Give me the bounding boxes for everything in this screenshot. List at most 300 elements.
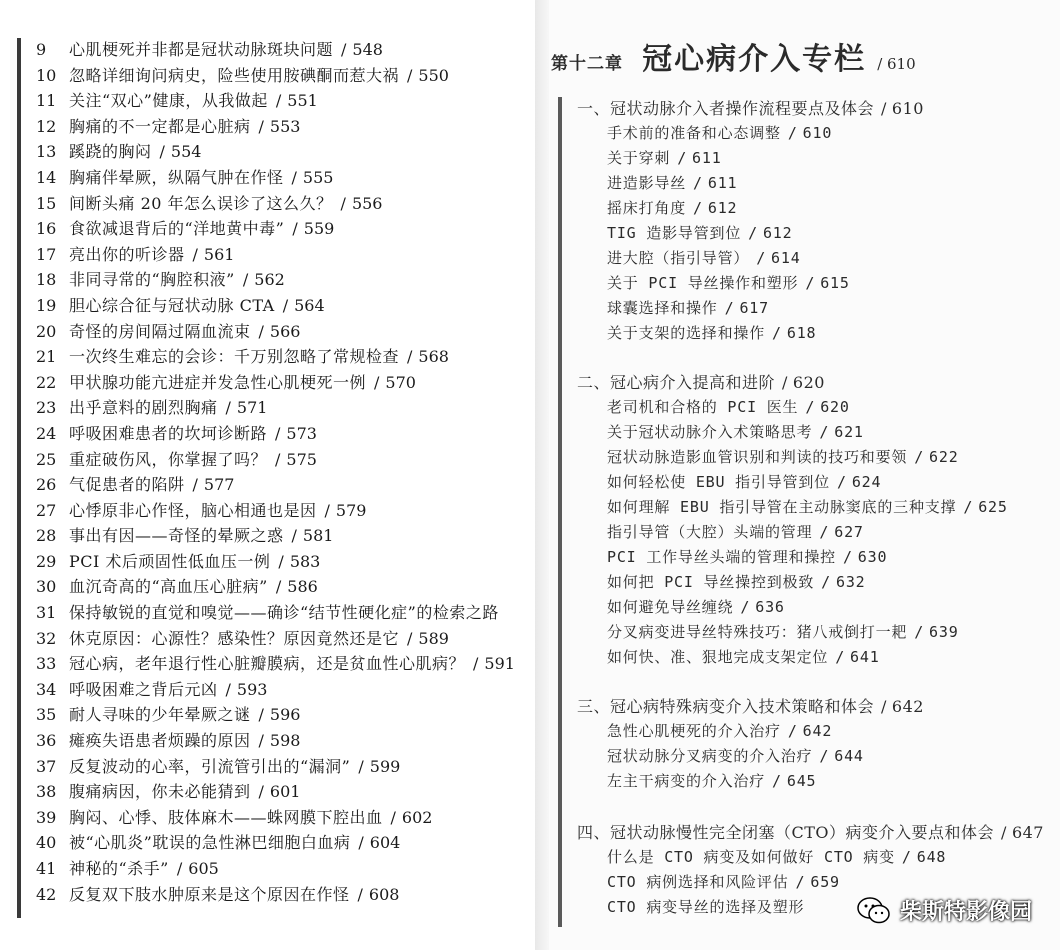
subentry-title: 摇床打角度 — [607, 199, 687, 217]
toc-subentry — [607, 146, 924, 171]
subentry-title: CTO 病变导丝的选择及塑形 — [607, 898, 805, 916]
subentry-title: PCI 工作导丝头端的管理和操控 — [607, 548, 836, 566]
toc-entry — [36, 216, 536, 242]
subentry-page: 624 — [851, 473, 882, 491]
toc-subentry — [607, 744, 924, 769]
entry-title: 呼吸困难患者的坎坷诊断路 — [69, 423, 268, 443]
subentry-title: 如何避免导丝缠绕 — [607, 598, 734, 616]
entry-separator: / — [225, 398, 231, 418]
entry-page: 561 — [203, 244, 235, 264]
subentry-page: 614 — [771, 249, 801, 267]
toc-entry — [36, 728, 536, 754]
entry-title: 神秘的“杀手” — [69, 859, 169, 878]
subentry-page: 630 — [857, 548, 888, 566]
section-title: 一、冠状动脉介入者操作流程要点及体会 — [577, 99, 875, 118]
entry-number: 38 — [36, 782, 57, 802]
entry-separator: / — [358, 833, 364, 853]
toc-entry — [36, 523, 536, 549]
toc-entry — [36, 165, 536, 191]
section-separator: / — [881, 697, 887, 716]
entry-title: 反复双下肢水肿原来是这个原因在作怪 — [69, 884, 350, 904]
entry-page: 589 — [418, 628, 449, 648]
toc-entry — [36, 677, 536, 703]
subentry-title: 进大腔（指引导管） — [607, 249, 750, 267]
entry-separator: / — [258, 321, 264, 341]
entry-separator: / — [258, 116, 264, 136]
entry-separator: / — [278, 551, 284, 571]
entry-page: 550 — [418, 65, 449, 85]
toc-subentry — [607, 395, 1008, 420]
entry-page: 566 — [269, 321, 301, 341]
entry-separator: / — [291, 526, 297, 546]
subentry-title: 关于 PCI 导丝操作和塑形 — [607, 274, 799, 292]
chapter-label: 第十二章 — [551, 54, 623, 74]
entry-title: 被“心肌炎”耽误的急性淋巴细胞白血病 — [69, 833, 351, 853]
entry-number: 24 — [36, 423, 57, 443]
entry-number: 21 — [36, 347, 57, 367]
section-heading — [577, 820, 1044, 845]
entry-number: 31 — [36, 603, 57, 623]
section-items — [607, 719, 924, 794]
subentry-title: 球囊选择和操作 — [607, 299, 718, 317]
entry-number: 29 — [36, 551, 57, 571]
entry-separator: / — [275, 449, 281, 469]
toc-subentry — [607, 246, 924, 271]
entry-separator: / — [407, 347, 413, 367]
entry-title: 食欲减退背后的“洋地黄中毒” — [69, 219, 285, 239]
entry-page: 562 — [254, 270, 285, 290]
subentry-title: CTO 病例选择和风险评估 — [607, 873, 789, 891]
entry-separator: / — [258, 705, 264, 725]
subentry-separator: / — [835, 648, 846, 666]
toc-entry — [36, 702, 536, 728]
toc-subentry — [607, 271, 924, 296]
subentry-page: 648 — [916, 848, 947, 866]
entry-number: 22 — [36, 372, 57, 392]
subentry-page: 622 — [929, 448, 959, 466]
entry-separator: / — [292, 219, 298, 239]
toc-entry — [36, 498, 536, 524]
chapter-title: 冠心病介入专栏 — [642, 42, 867, 77]
entry-page: 551 — [287, 91, 318, 111]
toc-subentry — [607, 420, 1008, 445]
subentry-page: 612 — [762, 224, 793, 242]
subentry-page: 632 — [836, 573, 866, 591]
entry-page: 573 — [286, 423, 317, 443]
section-title: 四、冠状动脉慢性完全闭塞（CTO）病变介入要点和体会 — [577, 823, 995, 842]
entry-separator: / — [324, 500, 330, 520]
section-page: 647 — [1011, 823, 1044, 842]
subentry-separator: / — [821, 573, 831, 591]
chapter-page: / 610 — [877, 55, 916, 73]
entry-title: 甲状腺功能亢进症并发急性心肌梗死一例 — [69, 372, 367, 392]
entry-number: 28 — [36, 526, 57, 546]
section-page: 642 — [891, 697, 924, 716]
subentry-separator: / — [819, 423, 830, 441]
entry-title: 蹊跷的胸闷 — [69, 142, 152, 162]
entry-separator: / — [473, 654, 479, 674]
entry-separator: / — [357, 884, 363, 904]
toc-entry — [36, 549, 536, 575]
subentry-page: 636 — [755, 598, 785, 616]
toc-subentry — [607, 645, 1008, 670]
entry-title: 耐人寻味的少年晕厥之谜 — [69, 705, 251, 725]
section-separator: / — [782, 373, 788, 392]
entry-title: 胸痛伴晕厥，纵隔气肿在作怪 — [69, 167, 284, 187]
entry-page: 571 — [236, 398, 268, 418]
entry-number: 27 — [36, 500, 57, 520]
entry-page: 586 — [287, 577, 318, 597]
toc-subentry — [607, 545, 1008, 570]
subentry-page: 625 — [978, 498, 1008, 516]
section-heading — [577, 96, 924, 121]
subentry-title: 如何快、准、狠地完成支架定位 — [607, 648, 829, 666]
entry-number: 20 — [36, 321, 57, 341]
subentry-title: 急性心肌梗死的介入治疗 — [607, 722, 781, 740]
subentry-separator: / — [842, 548, 853, 566]
subentry-separator: / — [819, 747, 830, 765]
book-gutter — [535, 0, 549, 950]
section-items — [607, 395, 1008, 670]
subentry-separator: / — [805, 398, 816, 416]
toc-subentry — [607, 495, 1008, 520]
subentry-page: 612 — [707, 199, 738, 217]
entry-number: 17 — [36, 244, 57, 264]
watermark — [856, 895, 1032, 926]
entry-title: 冠心病，老年退行性心脏瓣膜病，还是贫血性心肌病？ — [69, 654, 466, 674]
toc-subentry — [607, 520, 1008, 545]
subentry-separator: / — [677, 149, 688, 167]
entry-page: 577 — [203, 475, 235, 495]
entry-separator: / — [225, 679, 231, 699]
entry-title: 腹痛病因，你未必能猜到 — [69, 782, 251, 802]
toc-entry — [36, 626, 536, 652]
entry-page: 553 — [269, 116, 301, 136]
subentry-title: 关于穿刺 — [607, 149, 671, 167]
toc-subentry — [607, 845, 1044, 870]
subentry-title: 如何理解 EBU 指引导管在主动脉窦底的三种支撑 — [607, 498, 957, 516]
toc-subentry — [607, 296, 924, 321]
entry-page: 570 — [385, 372, 416, 392]
subentry-title: 左主干病变的介入治疗 — [607, 772, 766, 790]
entry-page: 555 — [302, 167, 334, 187]
toc-entry — [36, 139, 536, 165]
section-heading — [577, 694, 924, 719]
entry-title: 间断头痛 20 年怎么误诊了这么久？ — [69, 193, 333, 213]
toc-entry — [36, 830, 536, 856]
subentry-title: 如何轻松使 EBU 指引导管到位 — [607, 473, 830, 491]
entry-title: 重症破伤风，你掌握了吗？ — [69, 449, 268, 469]
subentry-separator: / — [756, 249, 767, 267]
subentry-page: 642 — [802, 722, 833, 740]
subentry-title: 分叉病变进导丝特殊技巧：猪八戒倒打一耙 — [607, 623, 908, 641]
entry-number: 35 — [36, 705, 57, 725]
toc-subentry — [607, 620, 1008, 645]
toc-entry — [36, 574, 536, 600]
entry-number: 12 — [36, 116, 57, 136]
entry-title: 心悸原非心作怪，脑心相通也是因 — [69, 500, 317, 520]
wechat-icon — [856, 896, 892, 926]
entry-number: 36 — [36, 731, 57, 751]
chapter-heading — [551, 34, 916, 78]
subentry-separator: / — [805, 274, 816, 292]
subentry-separator: / — [819, 523, 830, 541]
entry-separator: / — [340, 193, 346, 213]
entry-title: 一次终生难忘的会诊：千万别忽略了常规检查 — [69, 347, 400, 367]
toc-section — [577, 96, 924, 346]
entry-title: 反复波动的心率，引流管引出的“漏洞” — [69, 756, 351, 776]
entry-separator: / — [291, 167, 297, 187]
entry-page: 599 — [369, 756, 401, 776]
entry-title: 保持敏锐的直觉和嗅觉——确诊“结节性硬化症”的检索之路 — [69, 603, 499, 623]
entry-separator: / — [374, 372, 380, 392]
entry-separator: / — [192, 475, 198, 495]
entry-title: 出乎意料的剧烈胸痛 — [69, 398, 218, 418]
right-margin-rule — [558, 97, 562, 927]
toc-entry — [36, 37, 536, 63]
entry-page: 608 — [368, 884, 400, 904]
right-page — [549, 0, 1060, 950]
entry-number: 15 — [36, 193, 57, 213]
section-page: 610 — [891, 99, 924, 118]
section-page: 620 — [792, 373, 825, 392]
entry-page: 554 — [170, 142, 202, 162]
toc-entry — [36, 344, 536, 370]
subentry-separator: / — [795, 873, 806, 891]
entry-number: 41 — [36, 859, 57, 878]
entry-number: 19 — [36, 295, 57, 315]
toc-section — [577, 694, 924, 794]
subentry-title: 进造影导丝 — [607, 174, 687, 192]
entry-number: 33 — [36, 654, 57, 674]
toc-entry — [36, 754, 536, 780]
entry-title: 事出有因——奇怪的晕厥之惑 — [69, 526, 284, 546]
subentry-page: 659 — [810, 873, 840, 891]
entry-title: 忽略详细询问病史，险些使用胺碘酮而惹大祸 — [69, 65, 400, 85]
toc-subentry — [607, 171, 924, 196]
toc-entry — [36, 421, 536, 447]
entry-separator: / — [407, 628, 413, 648]
toc-entry — [36, 267, 536, 293]
subentry-page: 611 — [707, 174, 738, 192]
toc-entry — [36, 395, 536, 421]
subentry-page: 617 — [739, 299, 769, 317]
entry-page: 604 — [369, 833, 401, 853]
entry-separator: / — [192, 244, 198, 264]
toc-entry — [36, 805, 536, 831]
entry-page: 568 — [418, 347, 449, 367]
entry-separator: / — [275, 91, 282, 111]
subentry-page: 611 — [692, 149, 722, 167]
entry-number: 18 — [36, 270, 57, 290]
subentry-page: 615 — [820, 274, 850, 292]
entry-number: 32 — [36, 628, 57, 648]
subentry-separator: / — [787, 722, 798, 740]
entry-number: 25 — [36, 449, 57, 469]
entry-page: 575 — [286, 449, 317, 469]
entry-page: 591 — [484, 654, 515, 674]
toc-entry — [36, 88, 536, 114]
entry-number: 9 — [36, 40, 47, 59]
subentry-separator: / — [787, 124, 798, 142]
entry-page: 559 — [303, 219, 335, 239]
entry-number: 23 — [36, 398, 57, 418]
entry-title: 气促患者的陷阱 — [69, 475, 185, 495]
entry-separator: / — [282, 295, 289, 315]
subentry-separator: / — [748, 224, 758, 242]
entry-separator: / — [258, 731, 264, 751]
subentry-page: 645 — [786, 772, 817, 790]
entry-page: 593 — [236, 679, 268, 699]
entry-page: 579 — [335, 500, 367, 520]
toc-subentry — [607, 570, 1008, 595]
subentry-page: 644 — [834, 747, 864, 765]
subentry-separator: / — [836, 473, 847, 491]
entry-title: 非同寻常的“胸腔积液” — [69, 270, 235, 290]
subentry-page: 641 — [850, 648, 880, 666]
toc-subentry — [607, 769, 924, 794]
entry-number: 11 — [36, 91, 57, 111]
section-separator: / — [881, 99, 887, 118]
entry-page: 556 — [351, 193, 383, 213]
left-margin-rule — [17, 38, 21, 918]
entry-separator: / — [159, 142, 165, 162]
toc-entry — [36, 600, 536, 626]
entry-number: 10 — [36, 65, 57, 85]
toc-entry — [36, 370, 536, 396]
toc-entry — [36, 882, 536, 908]
section-separator: / — [1001, 823, 1007, 842]
toc-subentry — [607, 870, 1044, 895]
entry-number: 34 — [36, 679, 57, 699]
entry-number: 37 — [36, 756, 57, 776]
subentry-title: 冠状动脉分叉病变的介入治疗 — [607, 747, 813, 765]
entry-page: 564 — [294, 295, 325, 315]
subentry-title: 关于支架的选择和操作 — [607, 324, 766, 342]
subentry-title: TIG 造影导管到位 — [607, 224, 742, 242]
toc-entry — [36, 447, 536, 473]
section-items — [607, 121, 924, 346]
entry-title: 奇怪的房间隔过隔血流束 — [69, 321, 251, 341]
subentry-separator: / — [772, 772, 782, 790]
entry-page: 583 — [289, 551, 321, 571]
subentry-title: 如何把 PCI 导丝操控到极致 — [607, 573, 815, 591]
toc-subentry — [607, 196, 924, 221]
subentry-separator: / — [772, 324, 782, 342]
toc-section — [577, 370, 1008, 670]
entry-title: 心肌梗死并非都是冠状动脉斑块问题 — [69, 40, 334, 59]
toc-entry — [36, 293, 536, 319]
entry-separator: / — [275, 423, 281, 443]
subentry-title: 关于冠状动脉介入术策略思考 — [607, 423, 813, 441]
entry-number: 39 — [36, 807, 57, 827]
entry-title: PCI 术后顽固性低血压一例 — [69, 551, 271, 571]
entry-separator: / — [358, 756, 364, 776]
entry-page: 601 — [269, 782, 301, 802]
subentry-separator: / — [914, 448, 925, 466]
toc-list-left — [36, 37, 536, 907]
subentry-separator: / — [740, 598, 751, 616]
entry-separator: / — [407, 65, 413, 85]
subentry-separator: / — [901, 848, 912, 866]
subentry-separator: / — [693, 174, 703, 192]
entry-separator: / — [341, 40, 347, 59]
entry-page: 605 — [188, 859, 219, 878]
entry-title: 亮出你的听诊器 — [69, 244, 185, 264]
toc-subentry — [607, 445, 1008, 470]
entry-separator: / — [390, 807, 396, 827]
subentry-page: 610 — [802, 124, 833, 142]
toc-entry — [36, 242, 536, 268]
subentry-separator: / — [693, 199, 703, 217]
entry-number: 42 — [36, 884, 57, 904]
entry-number: 26 — [36, 475, 57, 495]
entry-title: 呼吸困难之背后元凶 — [69, 679, 218, 699]
section-title: 三、冠心病特殊病变介入技术策略和体会 — [577, 697, 875, 716]
subentry-page: 621 — [834, 423, 864, 441]
entry-title: 血沉奇高的“高血压心脏病” — [69, 577, 268, 597]
subentry-separator: / — [914, 623, 925, 641]
entry-number: 14 — [36, 167, 57, 187]
entry-number: 13 — [36, 142, 57, 162]
toc-entry — [36, 856, 536, 882]
subentry-separator: / — [963, 498, 974, 516]
entry-number: 40 — [36, 833, 57, 853]
subentry-page: 627 — [834, 523, 864, 541]
entry-title: 休克原因：心源性？感染性？原因竟然还是它 — [69, 628, 400, 648]
toc-entry — [36, 63, 536, 89]
subentry-title: 老司机和合格的 PCI 医生 — [607, 398, 799, 416]
toc-subentry — [607, 321, 924, 346]
toc-subentry — [607, 595, 1008, 620]
toc-entry — [36, 651, 536, 677]
subentry-page: 639 — [929, 623, 959, 641]
entry-separator: / — [275, 577, 282, 597]
subentry-separator: / — [724, 299, 735, 317]
entry-page: 596 — [269, 705, 301, 725]
toc-subentry — [607, 719, 924, 744]
toc-subentry — [607, 221, 924, 246]
entry-title: 胸痛的不一定都是心脏病 — [69, 116, 251, 136]
entry-page: 602 — [401, 807, 433, 827]
watermark-text: 柴斯特影像园 — [899, 900, 1032, 925]
entry-number: 30 — [36, 577, 57, 597]
entry-title: 关注“双心”健康，从我做起 — [69, 91, 268, 111]
toc-entry — [36, 779, 536, 805]
section-title: 二、冠心病介入提高和进阶 — [577, 373, 776, 392]
entry-page: 548 — [352, 40, 383, 59]
entry-number: 16 — [36, 219, 57, 239]
entry-title: 瘫痪失语患者烦躁的原因 — [69, 731, 251, 751]
toc-entry — [36, 114, 536, 140]
entry-title: 胆心综合征与冠状动脉 CTA — [69, 295, 275, 315]
toc-subentry — [607, 121, 924, 146]
subentry-title: 指引导管（大腔）头端的管理 — [607, 523, 813, 541]
subentry-title: 什么是 CTO 病变及如何做好 CTO 病变 — [607, 848, 895, 866]
toc-entry — [36, 191, 536, 217]
entry-separator: / — [176, 859, 183, 878]
entry-title: 胸闷、心悸、肢体麻木——蛛网膜下腔出血 — [69, 807, 383, 827]
subentry-title: 冠状动脉造影血管识别和判读的技巧和要领 — [607, 448, 908, 466]
entry-page: 581 — [302, 526, 334, 546]
entry-separator: / — [242, 270, 249, 290]
subentry-title: 手术前的准备和心态调整 — [607, 124, 781, 142]
toc-entry — [36, 472, 536, 498]
toc-entry — [36, 319, 536, 345]
toc-subentry — [607, 470, 1008, 495]
entry-page: 598 — [269, 731, 301, 751]
section-heading — [577, 370, 1008, 395]
